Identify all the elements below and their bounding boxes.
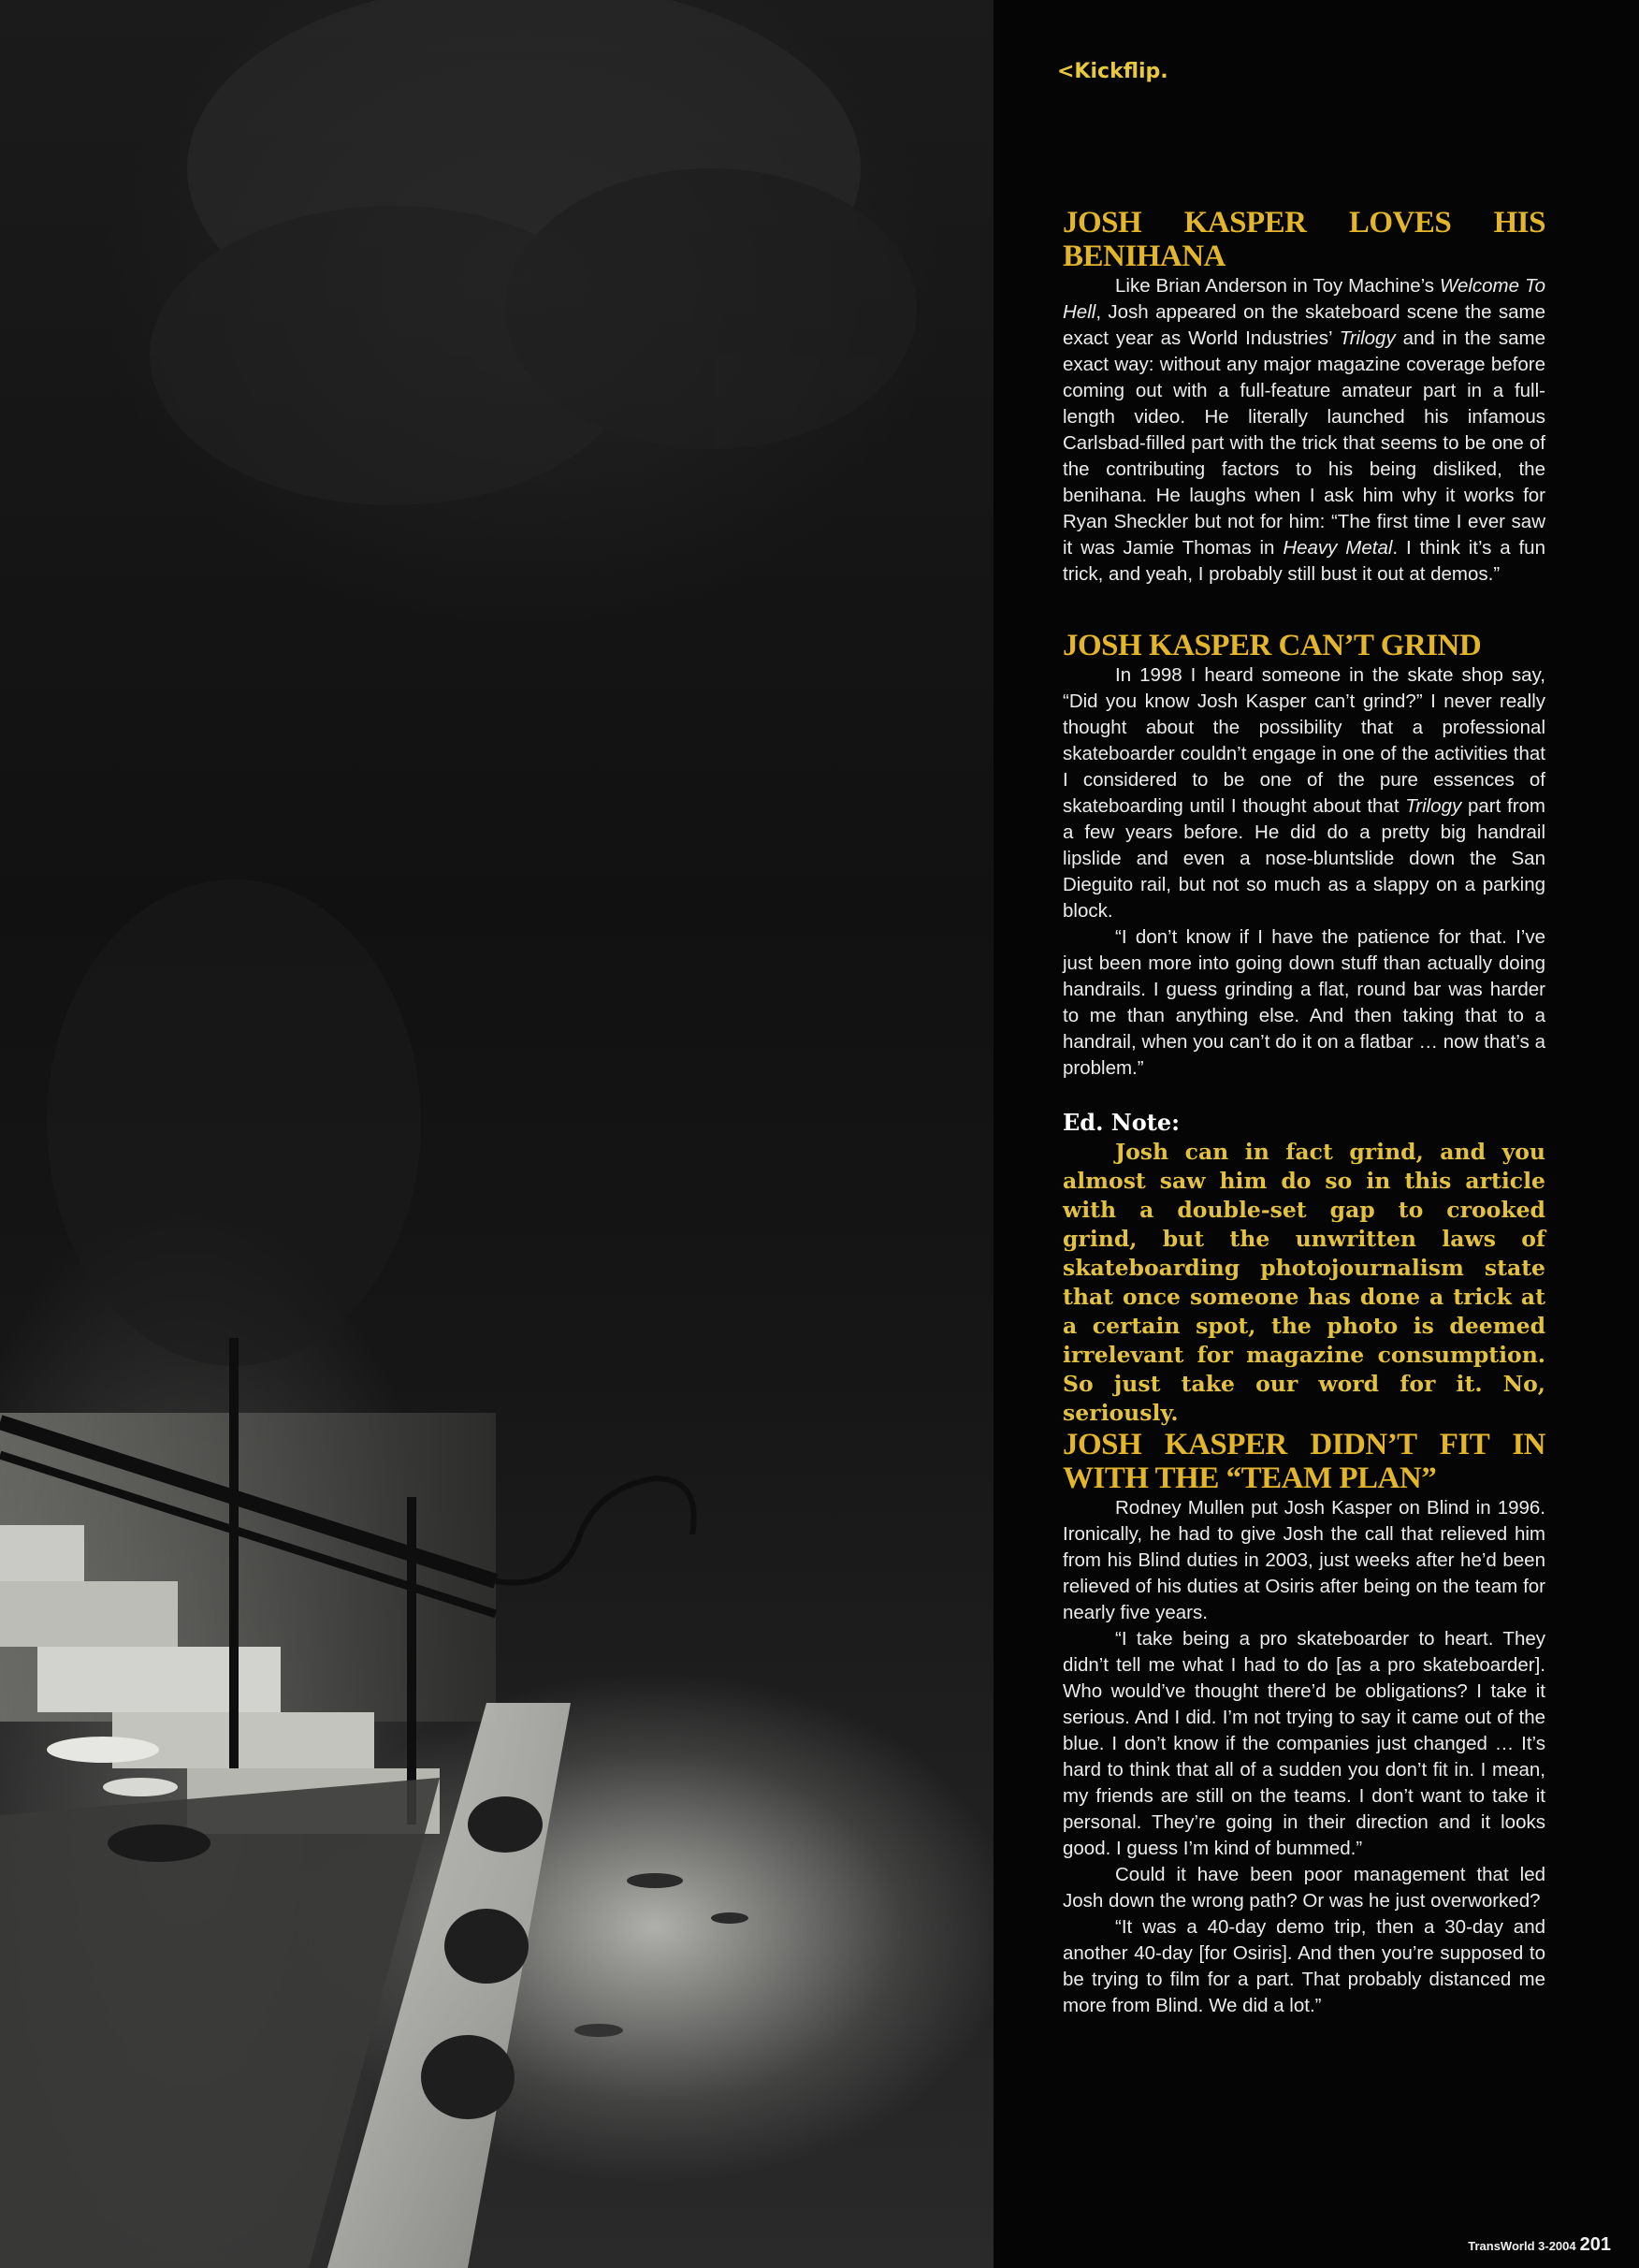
tree-foliage (47, 0, 917, 1366)
folio-magazine: TransWorld 3-2004 (1468, 2239, 1576, 2253)
section-team-plan (1063, 1428, 1545, 2019)
italic-title: Trilogy (1339, 327, 1396, 349)
section-paragraph (1063, 1495, 1545, 1626)
text-run: Like Brian Anderson in Toy Machine’s (1115, 275, 1440, 297)
section-paragraph (1063, 1862, 1545, 1914)
text-run: . I think it’s a fun trick, and yeah, I probably still bust it out at demos.” (1063, 537, 1545, 585)
text-run: In 1998 I heard someone in the skate shop say, “Did you know Josh Kasper can’t grind?” I never really thought about the possibility that a professional skateboarder couldn’t engage in one of the activities that I considered to be one of the pure essences of skateboarding until I thought about that (1063, 664, 1545, 817)
page-folio (1468, 2234, 1611, 2256)
section-paragraph (1063, 1626, 1545, 1862)
text-run: “It was a 40-day demo trip, then a 30-day and another 40-day [for Osiris]. And then you’re supposed to be trying to film for a part. That probably distanced me more from Blind. We did a lot.” (1063, 1916, 1545, 2016)
text-run: part from a few years before. He did do a pretty big handrail lipslide and even a nose-bluntslide down the San Dieguito rail, but not so much as a slappy on a parking block. (1063, 795, 1545, 922)
italic-title: Trilogy (1405, 795, 1462, 817)
text-run: , Josh appeared on the skateboard scene the same exact year as World Industries’ (1063, 301, 1545, 349)
section-heading: JOSH KASPER CAN’T GRIND (1063, 629, 1482, 662)
section-paragraph (1063, 662, 1545, 924)
ed-note-label: Ed. Note: (1063, 1109, 1180, 1136)
section-heading: JOSH KASPER DIDN’T FIT IN WITH THE “TEAM PLAN” (1063, 1428, 1545, 1495)
section-kicker: <Kickflip. (1057, 60, 1168, 83)
italic-title: Heavy Metal (1283, 537, 1393, 559)
ed-note (1063, 1108, 1545, 1428)
italic-title: Welcome To Hell (1063, 275, 1545, 323)
text-run: Rodney Mullen put Josh Kasper on Blind in 1996. Ironically, he had to give Josh the call that relieved him from his Blind duties in 2003, just weeks after he’d been relieved of his duties at Osiris after being on the team for nearly five years. (1063, 1497, 1545, 1623)
text-run: and in the same exact way: without any major magazine coverage before coming out with a full-feature amateur part in a full-length video. He literally launched his infamous Carlsbad-filled part with the trick that seems to be one of the contributing factors to his being disliked, the benihana. He laughs when I ask him why it works for Ryan Sheckler but not for him: “The first time I ever saw it was Jamie Thomas in (1063, 327, 1545, 559)
section-paragraph (1063, 273, 1545, 588)
section-cant-grind (1063, 629, 1545, 1082)
section-heading: JOSH KASPER LOVES HIS BENIHANA (1063, 206, 1545, 273)
folio-page-number: 201 (1579, 2234, 1611, 2255)
section-paragraph (1063, 1914, 1545, 2019)
section-benihana (1063, 206, 1545, 588)
section-paragraph (1063, 924, 1545, 1082)
text-run: Could it have been poor management that led Josh down the wrong path? Or was he just overworked? (1063, 1864, 1545, 1912)
text-run: “I take being a pro skateboarder to heart. They didn’t tell me what I had to do [as a pro skateboarder]. Who would’ve thought there’d be obligations? I take it serious. And I did. I’m not trying to say it came out of the blue. I don’t know if the companies just changed … It’s hard to think that all of a sudden you don’t fit in. I mean, my friends are still on the teams. I don’t want to take it personal. They’re going in their direction and it looks good. I guess I’m kind of bummed.” (1063, 1628, 1545, 1859)
ed-note-body: Josh can in fact grind, and you almost saw him do so in this article with a double-set gap to crooked grind, but the unwritten laws of skateboarding photojournalism state that once someone has done a trick at a certain spot, the photo is deemed irrelevant for magazine consumption. So just take our word for it. No, seriously. (1063, 1139, 1545, 1426)
text-run: “I don’t know if I have the patience for that. I’ve just been more into going down stuff than actually doing handrails. I guess grinding a flat, round bar was harder to me than anything else. And then taking that to a handrail, when you can’t do it on a flatbar … now that’s a problem.” (1063, 926, 1545, 1079)
